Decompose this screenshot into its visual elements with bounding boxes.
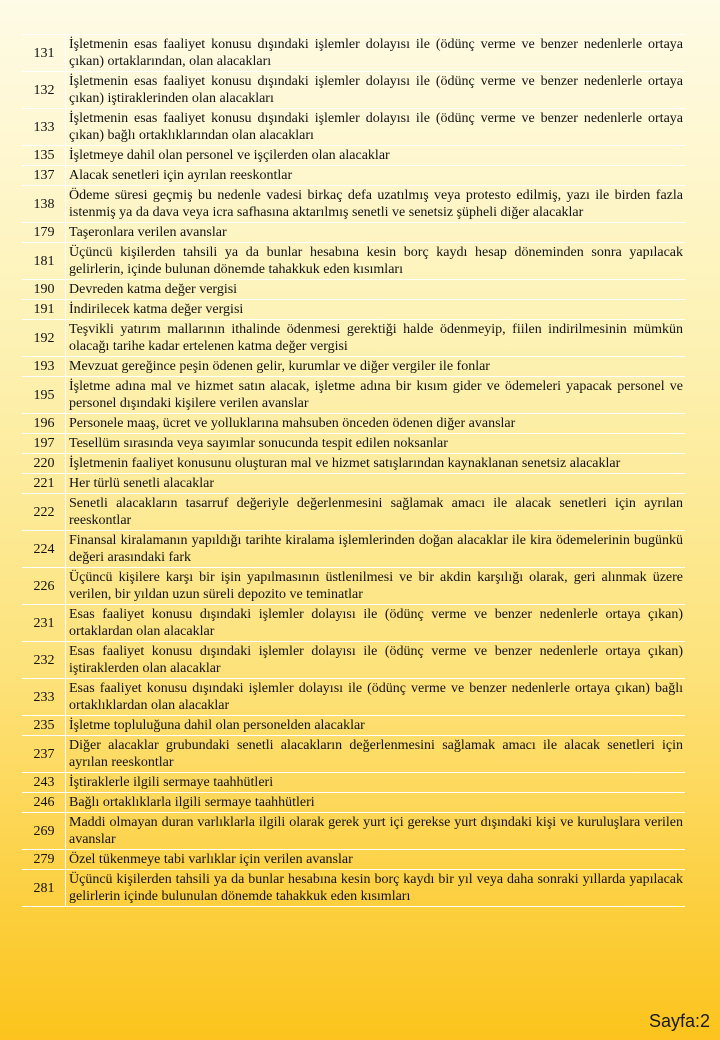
account-description: Teşvikli yatırım mallarının ithalinde ödenmesi gerektiği halde ödenmeyip, fiilen indirilmesinin mümkün olacağı tarihe kadar ertelenen katma değer vergisi bbox=[66, 320, 686, 357]
account-code: 222 bbox=[22, 494, 66, 531]
table-row bbox=[22, 568, 685, 605]
table-row bbox=[22, 494, 685, 531]
table-row bbox=[22, 454, 685, 474]
table-row bbox=[22, 870, 685, 907]
account-code: 231 bbox=[22, 605, 66, 642]
account-code: 269 bbox=[22, 813, 66, 850]
table-row bbox=[22, 716, 685, 736]
account-code: 220 bbox=[22, 454, 66, 474]
account-description: İndirilecek katma değer vergisi bbox=[66, 300, 686, 320]
account-code: 232 bbox=[22, 642, 66, 679]
account-description: İşletmenin esas faaliyet konusu dışındaki işlemler dolayısı ile (ödünç verme ve benzer nedenlerle ortaya çıkan) iştiraklerinden olan alacakları bbox=[66, 72, 686, 109]
account-code: 181 bbox=[22, 243, 66, 280]
account-description: Ödeme süresi geçmiş bu nedenle vadesi birkaç defa uzatılmış veya protesto edilmiş, yazı ile birden fazla istenmiş ya da dava veya icra safhasına aktarılmış senetli ve senetsiz şüpheli diğer alacaklar bbox=[66, 186, 686, 223]
table-row bbox=[22, 605, 685, 642]
table-row bbox=[22, 679, 685, 716]
account-code: 138 bbox=[22, 186, 66, 223]
account-code: 226 bbox=[22, 568, 66, 605]
account-code: 131 bbox=[22, 35, 66, 72]
account-description: Alacak senetleri için ayrılan reeskontlar bbox=[66, 166, 686, 186]
account-description: Maddi olmayan duran varlıklarla ilgili olarak gerek yurt içi gerekse yurt dışındaki kişi ve kuruluşlara verilen avanslar bbox=[66, 813, 686, 850]
accounts-table-container bbox=[22, 34, 685, 907]
table-row bbox=[22, 300, 685, 320]
table-row bbox=[22, 320, 685, 357]
table-row bbox=[22, 166, 685, 186]
account-code: 233 bbox=[22, 679, 66, 716]
account-description: Özel tükenmeye tabi varlıklar için verilen avanslar bbox=[66, 850, 686, 870]
table-row bbox=[22, 642, 685, 679]
table-row bbox=[22, 773, 685, 793]
account-code: 246 bbox=[22, 793, 66, 813]
page-number: Sayfa:2 bbox=[648, 1011, 710, 1031]
account-code: 193 bbox=[22, 357, 66, 377]
accounts-table-body bbox=[22, 35, 685, 907]
table-row bbox=[22, 813, 685, 850]
table-row bbox=[22, 377, 685, 414]
account-code: 192 bbox=[22, 320, 66, 357]
account-description: Tesellüm sırasında veya sayımlar sonucunda tespit edilen noksanlar bbox=[66, 434, 686, 454]
account-code: 281 bbox=[22, 870, 66, 907]
table-row bbox=[22, 146, 685, 166]
account-description: Devreden katma değer vergisi bbox=[66, 280, 686, 300]
account-description: Üçüncü kişilere karşı bir işin yapılmasının üstlenilmesi ve bir akdin karşılığı olarak, geri alınmak üzere verilen, bir yıldan uzun süreli depozito ve teminatlar bbox=[66, 568, 686, 605]
table-row bbox=[22, 414, 685, 434]
account-code: 221 bbox=[22, 474, 66, 494]
account-code: 132 bbox=[22, 72, 66, 109]
account-code: 137 bbox=[22, 166, 66, 186]
account-description: Esas faaliyet konusu dışındaki işlemler dolayısı ile (ödünç verme ve benzer nedenlerle ortaya çıkan) ortaklardan olan alacaklar bbox=[66, 605, 686, 642]
table-row bbox=[22, 434, 685, 454]
table-row bbox=[22, 531, 685, 568]
account-description: Esas faaliyet konusu dışındaki işlemler dolayısı ile (ödünç verme ve benzer nedenlerle ortaya çıkan) iştiraklerden olan alacaklar bbox=[66, 642, 686, 679]
account-code: 191 bbox=[22, 300, 66, 320]
account-description: İşletme adına mal ve hizmet satın alacak, işletme adına bir kısım gider ve ödemeleri yapacak personel ve personel dışındaki kişilere verilen avanslar bbox=[66, 377, 686, 414]
account-code: 279 bbox=[22, 850, 66, 870]
account-code: 133 bbox=[22, 109, 66, 146]
table-row bbox=[22, 357, 685, 377]
table-row bbox=[22, 72, 685, 109]
account-code: 195 bbox=[22, 377, 66, 414]
account-code: 197 bbox=[22, 434, 66, 454]
account-code: 235 bbox=[22, 716, 66, 736]
table-row bbox=[22, 736, 685, 773]
account-description: İşletmenin esas faaliyet konusu dışındaki işlemler dolayısı ile (ödünç verme ve benzer nedenlerle ortaya çıkan) bağlı ortaklıklarından olan alacakları bbox=[66, 109, 686, 146]
table-row bbox=[22, 850, 685, 870]
account-code: 135 bbox=[22, 146, 66, 166]
table-row bbox=[22, 474, 685, 494]
account-code: 196 bbox=[22, 414, 66, 434]
account-description: Finansal kiralamanın yapıldığı tarihte kiralama işlemlerinden doğan alacaklar ile kira ödemelerinin bugünkü değeri arasındaki fark bbox=[66, 531, 686, 568]
account-description: Senetli alacakların tasarruf değeriyle değerlenmesini sağlamak amacı ile alacak senetleri için ayrılan reeskontlar bbox=[66, 494, 686, 531]
table-row bbox=[22, 223, 685, 243]
account-code: 224 bbox=[22, 531, 66, 568]
account-description: Personele maaş, ücret ve yolluklarına mahsuben önceden ödenen diğer avanslar bbox=[66, 414, 686, 434]
account-description: İşletmenin esas faaliyet konusu dışındaki işlemler dolayısı ile (ödünç verme ve benzer nedenlerle ortaya çıkan) ortaklarından, olan alacakları bbox=[66, 35, 686, 72]
account-description: İşletmenin faaliyet konusunu oluşturan mal ve hizmet satışlarından kaynaklanan senetsiz alacaklar bbox=[66, 454, 686, 474]
account-description: İştiraklerle ilgili sermaye taahhütleri bbox=[66, 773, 686, 793]
account-description: Her türlü senetli alacaklar bbox=[66, 474, 686, 494]
account-description: Üçüncü kişilerden tahsili ya da bunlar hesabına kesin borç kaydı bir yıl veya daha sonraki yıllarda yapılacak gelirlerin içinde bulunulan dönemde tahakkuk eden kısımları bbox=[66, 870, 686, 907]
account-description: Üçüncü kişilerden tahsili ya da bunlar hesabına kesin borç kaydı hesap döneminden sonra yapılacak gelirlerin, içinde bulunan dönemde tahakkuk eden kısımları bbox=[66, 243, 686, 280]
account-description: İşletme topluluğuna dahil olan personelden alacaklar bbox=[66, 716, 686, 736]
account-description: Taşeronlara verilen avanslar bbox=[66, 223, 686, 243]
account-code: 190 bbox=[22, 280, 66, 300]
table-row bbox=[22, 109, 685, 146]
account-description: Mevzuat gereğince peşin ödenen gelir, kurumlar ve diğer vergiler ile fonlar bbox=[66, 357, 686, 377]
account-code: 243 bbox=[22, 773, 66, 793]
table-row bbox=[22, 793, 685, 813]
account-code: 237 bbox=[22, 736, 66, 773]
account-code: 179 bbox=[22, 223, 66, 243]
table-row bbox=[22, 186, 685, 223]
table-row bbox=[22, 243, 685, 280]
table-row bbox=[22, 35, 685, 72]
accounts-table bbox=[22, 34, 685, 907]
account-description: Esas faaliyet konusu dışındaki işlemler dolayısı ile (ödünç verme ve benzer nedenlerle ortaya çıkan) bağlı ortaklıklardan olan alacaklar bbox=[66, 679, 686, 716]
table-row bbox=[22, 280, 685, 300]
account-description: İşletmeye dahil olan personel ve işçilerden olan alacaklar bbox=[66, 146, 686, 166]
account-description: Diğer alacaklar grubundaki senetli alacakların değerlenmesini sağlamak amacı ile alacak senetleri için ayrılan reeskontlar bbox=[66, 736, 686, 773]
account-description: Bağlı ortaklıklarla ilgili sermaye taahhütleri bbox=[66, 793, 686, 813]
